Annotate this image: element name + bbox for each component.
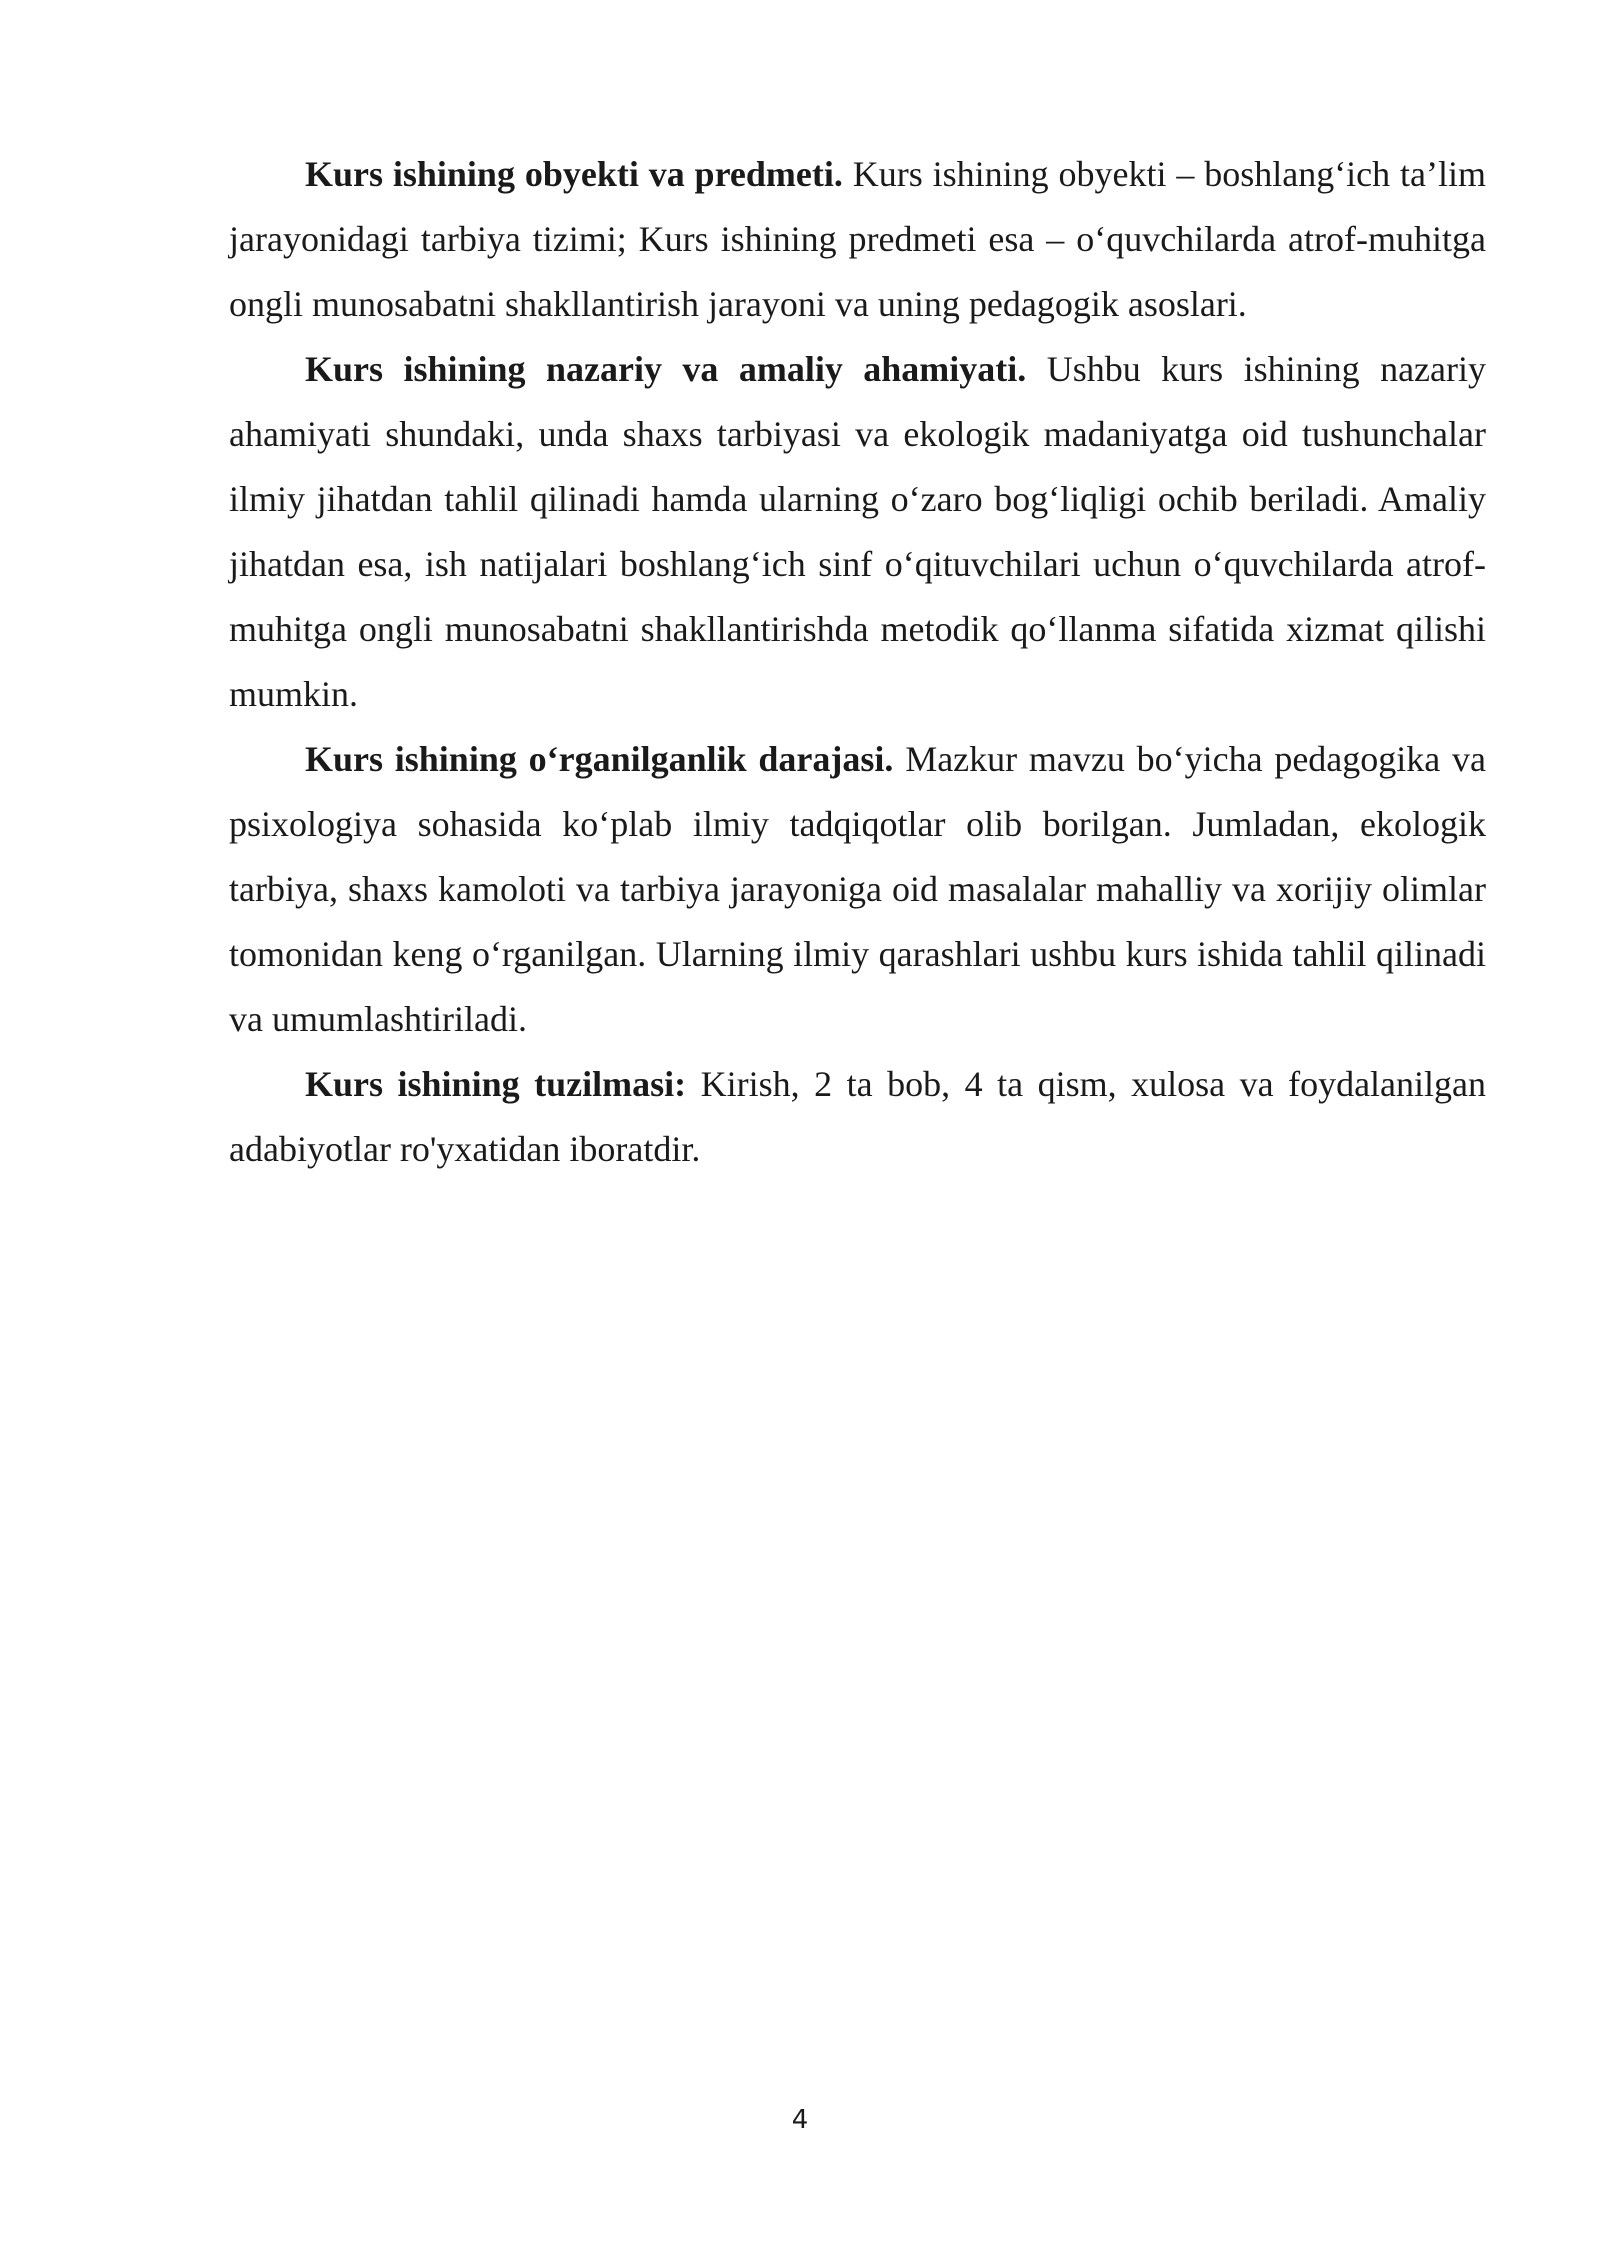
- paragraph-object-subject: [229, 142, 1486, 337]
- page-content: [229, 142, 1486, 1182]
- paragraph-significance: [229, 337, 1486, 727]
- paragraph-body: Kirish, 2 ta bob, 4 ta qism, xulosa va foydalanilgan adabiyotlar ro'yxatidan iboratdir.: [229, 1064, 1487, 1169]
- paragraph-heading: Kurs ishining o‘rganilganlik darajasi.: [305, 739, 894, 779]
- paragraph-body: Kurs ishining obyekti – boshlang‘ich ta’lim jarayonidagi tarbiya tizimi; Kurs ishining predmeti esa – o‘quvchilarda atrof-muhitga ongli munosabatni shakllantirish jarayoni va uning pedagogik asoslari.: [229, 154, 1486, 324]
- paragraph-body: Ushbu kurs ishining nazariy ahamiyati shundaki, unda shaxs tarbiyasi va ekologik madaniyatga oid tushunchalar ilmiy jihatdan tahlil qilinadi hamda ularning o‘zaro bog‘liqligi ochib beriladi. Amaliy jihatdan esa, ish natijalari boshlang‘ich sinf o‘qituvchilari uchun o‘quvchilarda atrof-muhitga ongli munosabatni shakllantirishda metodik qo‘llanma sifatida xizmat qilishi mumkin.: [229, 349, 1487, 714]
- paragraph-body: Mazkur mavzu bo‘yicha pedagogika va psixologiya sohasida ko‘plab ilmiy tadqiqotlar olib borilgan. Jumladan, ekologik tarbiya, shaxs kamoloti va tarbiya jarayoniga oid masalalar mahalliy va xorijiy olimlar tomonidan keng o‘rganilgan. Ularning ilmiy qarashlari ushbu kurs ishida tahlil qilinadi va umumlashtiriladi.: [229, 739, 1487, 1039]
- paragraph-structure: [229, 1052, 1486, 1182]
- paragraph-heading: Kurs ishining nazariy va amaliy ahamiyati.: [305, 349, 1027, 389]
- paragraph-heading: Kurs ishining obyekti va predmeti.: [305, 154, 843, 194]
- page-number: 4: [791, 2105, 809, 2135]
- paragraph-heading: Kurs ishining tuzilmasi:: [305, 1064, 687, 1104]
- paragraph-study-level: [229, 727, 1486, 1052]
